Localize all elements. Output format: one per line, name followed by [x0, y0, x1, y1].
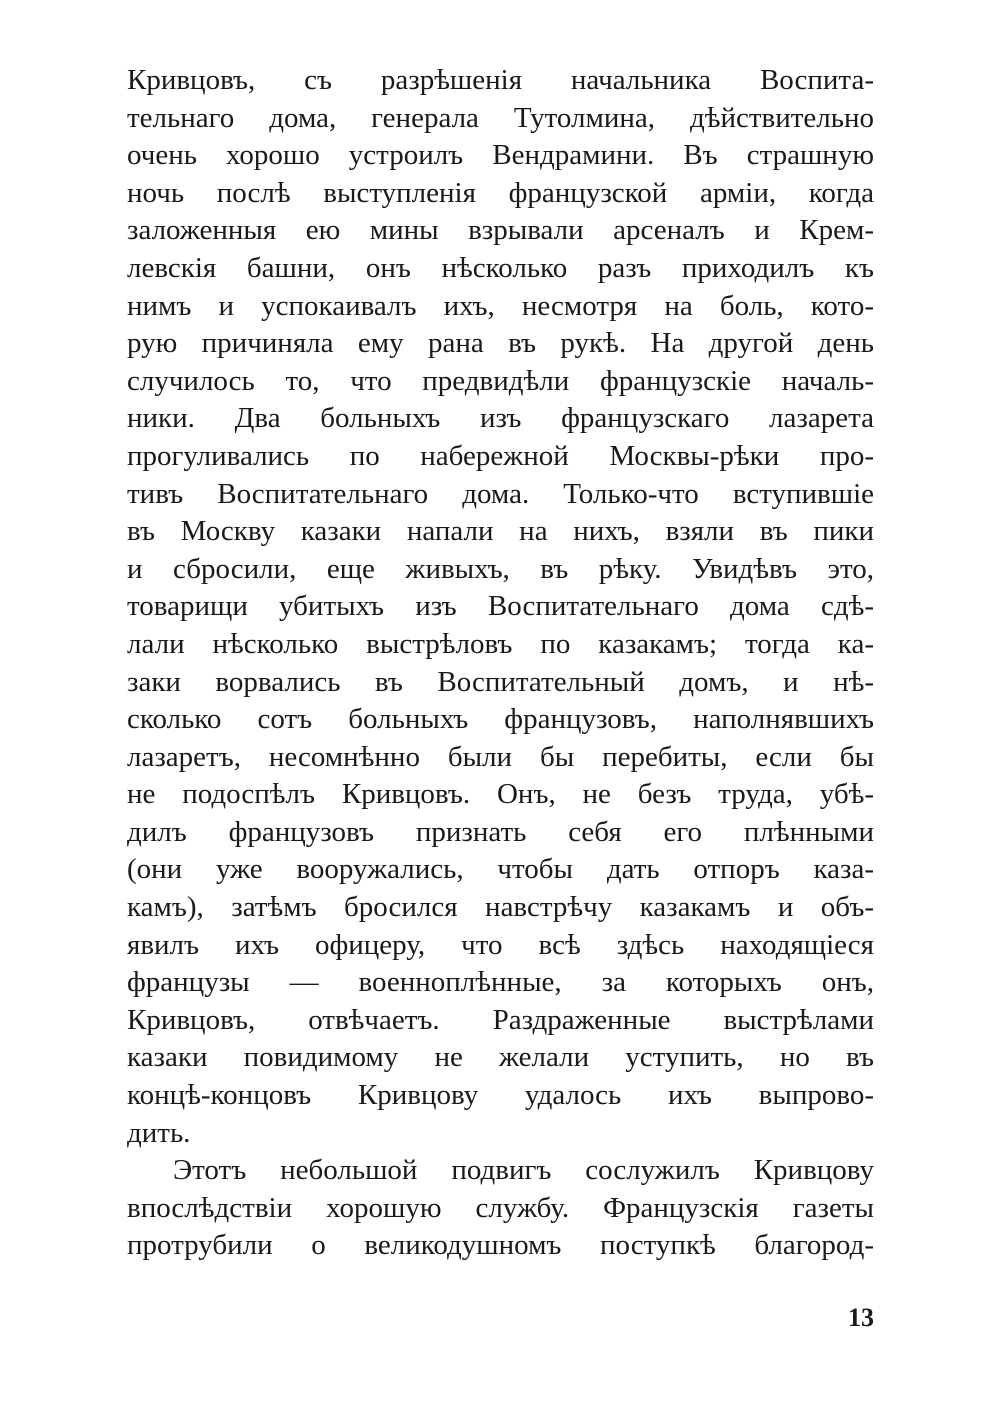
- text-line: впослѣдствіи хорошую службу. Французскія газеты: [127, 1191, 874, 1224]
- text-line: заки ворвались въ Воспитательный домъ, и нѣ-: [127, 665, 874, 698]
- text-line: камъ), затѣмъ бросился навстрѣчу казакамъ и объ-: [127, 891, 874, 924]
- text-line: ники. Два больныхъ изъ французскаго лазарета: [127, 402, 874, 435]
- text-line: дить.: [127, 1116, 191, 1149]
- text-line: сколько сотъ больныхъ французовъ, наполнявшихъ: [127, 703, 874, 736]
- text-line: Кривцовъ, съ разрѣшенія начальника Воспита-: [127, 64, 874, 96]
- text-line: тивъ Воспитательнаго дома. Только-что вступившіе: [127, 477, 874, 510]
- text-line: явилъ ихъ офицеру, что всѣ здѣсь находящіеся: [127, 928, 874, 961]
- text-line: концѣ-концовъ Кривцову удалось ихъ выпрово-: [127, 1079, 874, 1112]
- text-line: товарищи убитыхъ изъ Воспитательнаго дома сдѣ-: [127, 590, 874, 623]
- text-line: очень хорошо устроилъ Вендрамини. Въ страшную: [127, 139, 874, 172]
- text-line: дилъ французовъ признать себя его плѣнными: [127, 815, 874, 848]
- text-line: ночь послѣ выступленія французской арміи, когда: [127, 176, 874, 209]
- text-line: случилось то, что предвидѣли французскіе началь-: [127, 364, 874, 397]
- text-line: французы — военноплѣнные, за которыхъ онъ,: [127, 966, 874, 999]
- text-line: заложенныя ею мины взрывали арсеналъ и Крем-: [127, 214, 874, 247]
- text-line: Этотъ небольшой подвигъ сослужилъ Кривцову: [173, 1154, 874, 1187]
- text-line: казаки повидимому не желали уступить, но въ: [127, 1041, 874, 1074]
- text-line: протрубили о великодушномъ поступкѣ благород-: [127, 1229, 874, 1262]
- text-line: левскія башни, онъ нѣсколько разъ приходилъ къ: [127, 251, 874, 284]
- text-line: лали нѣсколько выстрѣловъ по казакамъ; тогда ка-: [127, 627, 874, 660]
- text-line: (они уже вооружались, чтобы дать отпоръ каза-: [127, 853, 874, 886]
- text-line: нимъ и успокаивалъ ихъ, несмотря на боль, кото-: [127, 289, 874, 322]
- text-line: тельнаго дома, генерала Тутолмина, дѣйствительно: [127, 101, 874, 134]
- text-line: прогуливались по набережной Москвы-рѣки про-: [127, 439, 874, 472]
- text-line: лазаретъ, несомнѣнно были бы перебиты, если бы: [127, 740, 874, 773]
- text-line: Кривцовъ, отвѣчаетъ. Раздраженные выстрѣлами: [127, 1003, 874, 1036]
- paragraph: [127, 1152, 874, 1265]
- text-line: и сбросили, еще живыхъ, въ рѣку. Увидѣвъ это,: [127, 552, 874, 585]
- paragraph: [127, 62, 874, 1152]
- text-line: въ Москву казаки напали на нихъ, взяли въ пики: [127, 515, 874, 548]
- text-line: рую причиняла ему рана въ рукѣ. На другой день: [127, 327, 874, 360]
- body-text: [127, 62, 874, 1265]
- text-line: не подоспѣлъ Кривцовъ. Онъ, не безъ труда, убѣ-: [127, 778, 874, 811]
- page-number: 13: [848, 1303, 874, 1332]
